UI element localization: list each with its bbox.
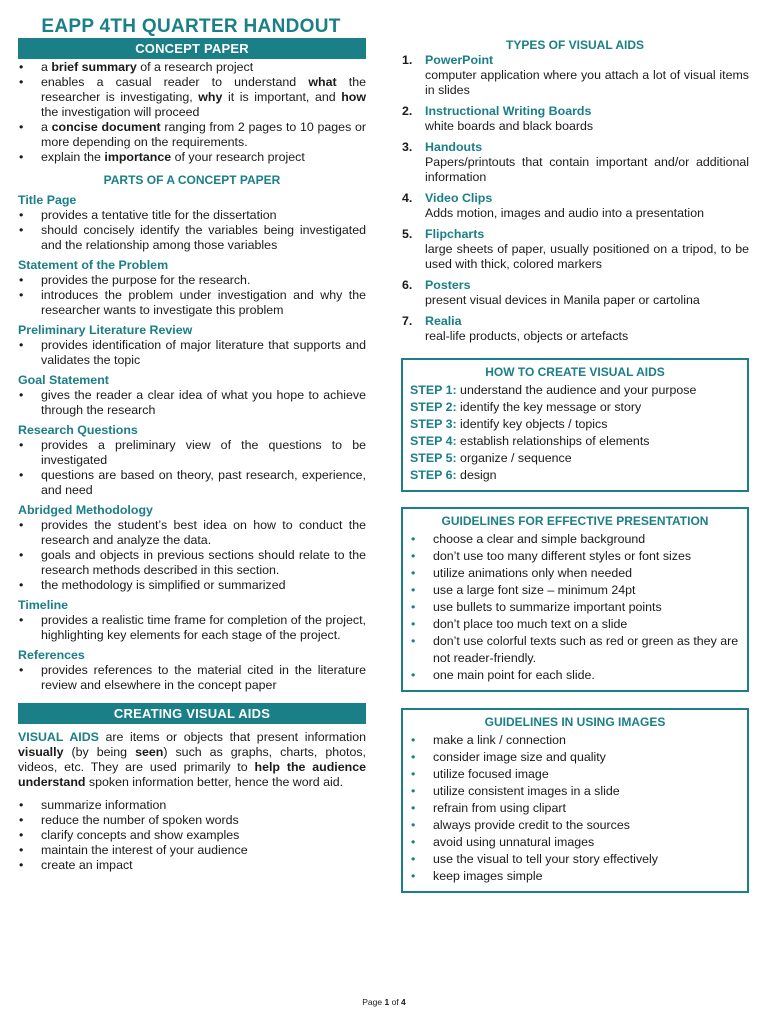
list-item: • don’t place too much text on a slide	[410, 616, 740, 633]
list-item: • keep images simple	[410, 868, 740, 885]
step-label: STEP 1:	[410, 383, 457, 397]
types-heading: TYPES OF VISUAL AIDS	[505, 38, 645, 52]
step-label: STEP 2:	[410, 400, 457, 414]
type-name: Handouts	[425, 140, 483, 154]
concept-paper-list	[18, 60, 366, 165]
section-list	[18, 208, 366, 253]
section-list	[18, 613, 366, 643]
images-heading: GUIDELINES IN USING IMAGES	[484, 715, 666, 729]
step-text: organize / sequence	[456, 451, 572, 465]
type-item	[401, 314, 749, 344]
type-item	[401, 191, 749, 221]
list-item: • gives the reader a clear idea of what you hope to achieve through the research	[18, 388, 366, 418]
step-text: design	[456, 468, 497, 482]
list-item: • provides a preliminary view of the questions to be investigated	[18, 438, 366, 468]
list-item: • summarize information	[18, 798, 366, 813]
section-heading: Goal Statement	[18, 373, 109, 387]
step-row	[410, 433, 740, 450]
type-name: Flipcharts	[425, 227, 485, 241]
type-description: Adds motion, images and audio into a presentation	[425, 206, 704, 220]
step-row	[410, 399, 740, 416]
steps-list	[410, 382, 740, 484]
step-row	[410, 416, 740, 433]
type-name: Instructional Writing Boards	[425, 104, 592, 118]
type-name: Posters	[425, 278, 471, 292]
list-item: • provides identification of major literature that supports and validates the topic	[18, 338, 366, 368]
page-title: EAPP 4TH QUARTER HANDOUT	[41, 16, 341, 37]
list-item: • refrain from using clipart	[410, 800, 740, 817]
type-name: Realia	[425, 314, 462, 328]
list-item: • a concise document ranging from 2 pages to 10 pages or more depending on the requirements.	[18, 120, 366, 150]
list-item: • provides a tentative title for the dissertation	[18, 208, 366, 223]
left-column	[18, 38, 366, 873]
list-item: • don’t use colorful texts such as red or green as they are not reader-friendly.	[410, 633, 740, 667]
images-list	[410, 732, 740, 885]
list-item: • explain the importance of your research project	[18, 150, 366, 165]
step-label: STEP 6:	[410, 468, 457, 482]
type-item	[401, 140, 749, 185]
type-description: Papers/printouts that contain important and/or additional information	[425, 155, 749, 184]
type-description: white boards and black boards	[425, 119, 594, 133]
type-name: PowerPoint	[425, 53, 494, 67]
how-to-heading: HOW TO CREATE VISUAL AIDS	[485, 365, 665, 379]
type-name: Video Clips	[425, 191, 493, 205]
step-row	[410, 467, 740, 484]
type-item	[401, 227, 749, 272]
step-text: identify the key message or story	[456, 400, 642, 414]
section-list	[18, 518, 366, 593]
images-box	[401, 708, 749, 893]
presentation-heading: GUIDELINES FOR EFFECTIVE PRESENTATION	[441, 514, 709, 528]
list-item: • use the visual to tell your story effectively	[410, 851, 740, 868]
type-number: 2.	[402, 104, 413, 118]
list-item: • questions are based on theory, past research, experience, and need	[18, 468, 366, 498]
list-item: • clarify concepts and show examples	[18, 828, 366, 843]
list-item: • use a large font size – minimum 24pt	[410, 582, 740, 599]
type-item	[401, 53, 749, 98]
section-list	[18, 273, 366, 318]
section-heading: Timeline	[18, 598, 69, 612]
type-item	[401, 278, 749, 308]
list-item: • consider image size and quality	[410, 749, 740, 766]
section-list	[18, 388, 366, 418]
step-label: STEP 3:	[410, 417, 457, 431]
section-heading: Research Questions	[18, 423, 138, 437]
step-label: STEP 5:	[410, 451, 457, 465]
concept-paper-bar: CONCEPT PAPER	[18, 38, 366, 59]
visual-aids-intro: VISUAL AIDS are items or objects that present information visually (by being seen) such as graphs, charts, photos, videos, etc. They are used primarily to help the audience understand spoken information better, hence the word aid.	[18, 730, 366, 789]
type-number: 7.	[402, 314, 413, 328]
list-item: • maintain the interest of your audience	[18, 843, 366, 858]
list-item: • provides references to the material cited in the literature review and elsewhere in the concept paper	[18, 663, 366, 693]
type-description: present visual devices in Manila paper or cartolina	[425, 293, 700, 307]
list-item: • a brief summary of a research project	[18, 60, 366, 75]
list-item: • always provide credit to the sources	[410, 817, 740, 834]
list-item: • should concisely identify the variables being investigated and the relationship among those variables	[18, 223, 366, 253]
page-footer: Page 1 of 4	[362, 997, 406, 1007]
step-row	[410, 450, 740, 467]
list-item: • the methodology is simplified or summarized	[18, 578, 366, 593]
step-text: establish relationships of elements	[456, 434, 650, 448]
list-item: • create an impact	[18, 858, 366, 873]
list-item: • goals and objects in previous sections should relate to the research methods described in this section.	[18, 548, 366, 578]
step-label: STEP 4:	[410, 434, 457, 448]
list-item: • provides a realistic time frame for completion of the project, highlighting key elements for each stage of the project.	[18, 613, 366, 643]
section-list	[18, 663, 366, 693]
right-column	[401, 38, 749, 893]
list-item: • make a link / connection	[410, 732, 740, 749]
list-item: • provides the student’s best idea on how to conduct the research and analyze the data.	[18, 518, 366, 548]
list-item: • provides the purpose for the research.	[18, 273, 366, 288]
list-item: • introduces the problem under investigation and why the researcher wants to investigate this problem	[18, 288, 366, 318]
section-heading: Preliminary Literature Review	[18, 323, 193, 337]
type-item	[401, 104, 749, 134]
list-item: • choose a clear and simple background	[410, 531, 740, 548]
list-item: • utilize consistent images in a slide	[410, 783, 740, 800]
section-heading: References	[18, 648, 85, 662]
section-heading: Statement of the Problem	[18, 258, 169, 272]
creating-visual-aids-bar: CREATING VISUAL AIDS	[18, 703, 366, 724]
list-item: • enables a casual reader to understand what the researcher is investigating, why it is important, and how the investigation will proceed	[18, 75, 366, 120]
section-heading: Title Page	[18, 193, 77, 207]
parts-sections	[18, 193, 366, 693]
list-item: • use bullets to summarize important points	[410, 599, 740, 616]
presentation-list	[410, 531, 740, 684]
type-description: large sheets of paper, usually positioned on a tripod, to be used with thick, colored markers	[425, 242, 749, 271]
step-text: identify key objects / topics	[456, 417, 608, 431]
step-text: understand the audience and your purpose	[456, 383, 697, 397]
type-number: 6.	[402, 278, 413, 292]
list-item: • utilize focused image	[410, 766, 740, 783]
list-item: • don’t use too many different styles or font sizes	[410, 548, 740, 565]
section-heading: Abridged Methodology	[18, 503, 153, 517]
type-number: 4.	[402, 191, 413, 205]
visual-aids-benefits-list	[18, 798, 366, 873]
type-number: 3.	[402, 140, 413, 154]
section-list	[18, 338, 366, 368]
list-item: • one main point for each slide.	[410, 667, 740, 684]
types-list	[401, 53, 749, 344]
list-item: • utilize animations only when needed	[410, 565, 740, 582]
presentation-box	[401, 507, 749, 692]
type-number: 5.	[402, 227, 413, 241]
parts-heading: PARTS OF A CONCEPT PAPER	[103, 173, 281, 187]
type-number: 1.	[402, 53, 413, 67]
list-item: • reduce the number of spoken words	[18, 813, 366, 828]
how-to-box	[401, 358, 749, 492]
section-list	[18, 438, 366, 498]
type-description: computer application where you attach a lot of visual items in slides	[425, 68, 749, 97]
type-description: real-life products, objects or artefacts	[425, 329, 629, 343]
list-item: • avoid using unnatural images	[410, 834, 740, 851]
step-row	[410, 382, 740, 399]
